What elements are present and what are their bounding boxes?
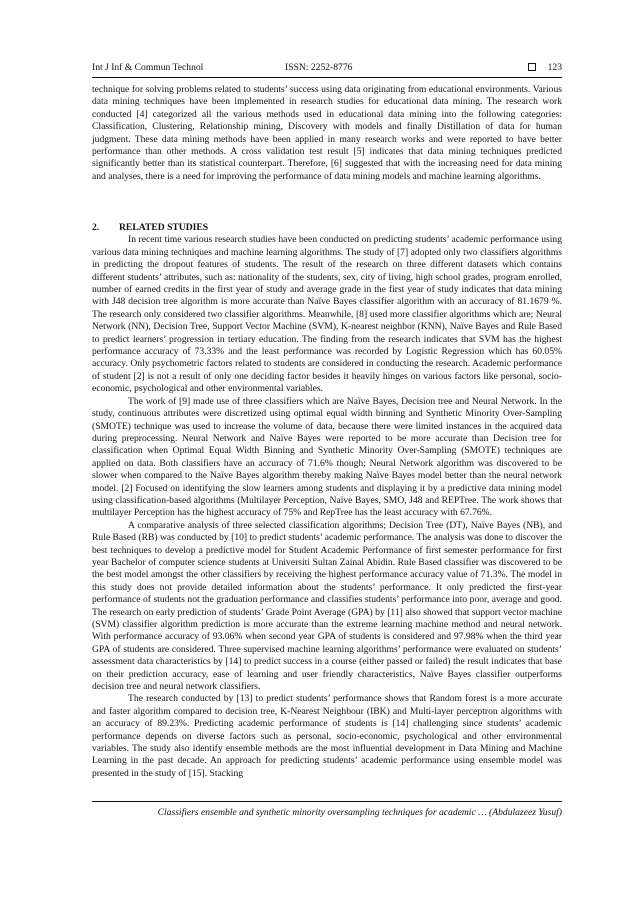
footer-rule (92, 801, 562, 802)
intro-text-block (92, 84, 562, 183)
paragraph: The research conducted by [13] to predict students’ performance shows that Random forest is a more accurate and faster algorithm compared to decision tree, K-Nearest Neighbour (IBK) and Multi-layer perceptron algorithms with an accuracy of 89.23%. Predicting academic performance of students is [14] challenging since students’ academic performance depends on diverse factors such as personal, socio-economic, psychological and other environmental variables. The study also identify ensemble methods are the most influential development in Data Mining and Machine Learning in the past decade. An approach for predicting students’ academic performance using ensemble model was presented in the study of [15]. Stacking (92, 693, 562, 779)
paragraph: In recent time various research studies have been conducted on predicting students’ academic performance using various data mining techniques and machine learning algorithms. The study of [7] adopted only two classifiers algorithms in predicting the dropout features of students. The result of the research on three different datasets which contains different students’ attributes, such as: nationality of the students, sex, city of living, high school grades, program enrolled, number of earned credits in the first year of study and average grade in the first year of study indicates that data mining with J48 decision tree algorithm is more accurate than Naïve Bayes classifier algorithm with an accuracy of 81.1679 %. The research only considered two classifier algorithms. Meanwhile, [8] used more classifier algorithms which are; Neural Network (NN), Decision Tree, Support Vector Machine (SVM), K-nearest neighbor (KNN), Naïve Bayes and Rule Based to predict learners’ progression in tertiary education. The finding from the research indicates that SVM has the highest performance accuracy of 73.33% and the least performance was recorded by Logistic Regression which has 60.05% accuracy. Only psychometric factors related to students are considered in conducting the research. Academic performance of student [2] is not a result of only one deciding factor besides it heavily hinges on various factors like personal, socio-economic, psychological and other environmental variables. (92, 234, 562, 395)
paragraph: The work of [9] made use of three classifiers which are Naïve Bayes, Decision tree and Neural Network. In the study, continuous attributes were discretized using optimal equal width binning and Synthetic Minority Over-Sampling (SMOTE) technique was used to increase the volume of data, because there were limited instances in the acquired data during preprocessing. Neural Network and Naïve Bayes were reported to be more accurate than Decision tree for classification when Optimal Equal Width Binning and Synthetic Minority Over-Sampling (SMOTE) techniques are applied on data. Both classifiers have an accuracy of 71.6% though; Neural Network algorithm was discovered to be slower when compared to the Naïve Bayes algorithm thereby making Naïve Bayes model better than the neural network model. [2] Focused on identifying the slow learners among students and displaying it by a predictive data mining model using classification-based algorithms (Multilayer Perception, Naïve Bayes, SMO, J48 and REPTree. The work shows that multilayer Perception has the highest accuracy of 75% and RepTree has the least accuracy with 67.76%. (92, 395, 562, 519)
section-number: 2. (92, 222, 100, 233)
section-heading (92, 222, 562, 234)
header-rule (92, 77, 562, 78)
section-title: RELATED STUDIES (119, 222, 209, 233)
paragraph: A comparative analysis of three selected classification algorithms; Decision Tree (DT), Naïve Bayes (NB), and Rule Based (RB) was conducted by [10] to predict students’ academic performance. The analysis was done to discover the best techniques to develop a predictive model for Student Academic Performance of first semester performance for first year Bachelor of computer science students at Universiti Sultan Zainal Abidin. Rule Based classifier was discovered to be the best model amongst the other classifiers by receiving the highest performance accuracy value of 71.3%. The model in this study does not provide detailed information about the students’ performance. It only predicted the first-year performance of students not the graduation performance and classifies students’ performance into poor, average and good. The research on early prediction of students’ Grade Point Average (GPA) by [11] also showed that support vector machine (SVM) classifier algorithm prediction is more accurate than the extreme learning machine method and neural network. With performance accuracy of 93.06% when second year GPA of students is considered and 97.98% when the third year GPA of students are considered. Three supervised machine learning algorithms’ performance were evaluated on students’ assessment data characteristics by [14] to predict success in a course (either passed or failed) the result indicates that base on their prediction accuracy, ease of learning and user friendly characteristics, Naïve Bayes classifier outperforms decision tree and neural network classifiers. (92, 519, 562, 693)
related-studies-section (92, 222, 562, 780)
page-header (92, 60, 562, 76)
page-number: 123 (547, 62, 562, 73)
checkbox-square-icon (528, 63, 536, 71)
issn: ISSN: 2252-8776 (285, 62, 353, 73)
journal-name: Int J Inf & Commun Technol (92, 62, 204, 73)
intro-paragraph: technique for solving problems related to students’ success using data originating from educational environments. Various data mining techniques have been implemented in research studies for educational data mining. The research work conducted [4] categorized all the various methods used in educational data mining into the following categories: Classification, Clustering, Relationship mining, Discovery with models and finally Distillation of data for human judgment. These data mining methods have been applied in many research works and were reported to have better performance than other methods. A cross validation test result [5] indicates that data mining techniques predicted significantly better than its statistical counterpart. Therefore, [6] suggested that with the increasing need for data mining and analyses, there is a need for improving the performance of data mining models and machine learning algorithms. (92, 84, 562, 182)
running-footer: Classifiers ensemble and synthetic minority oversampling techniques for academic … (Abdulazeez Yusuf) (157, 807, 562, 818)
